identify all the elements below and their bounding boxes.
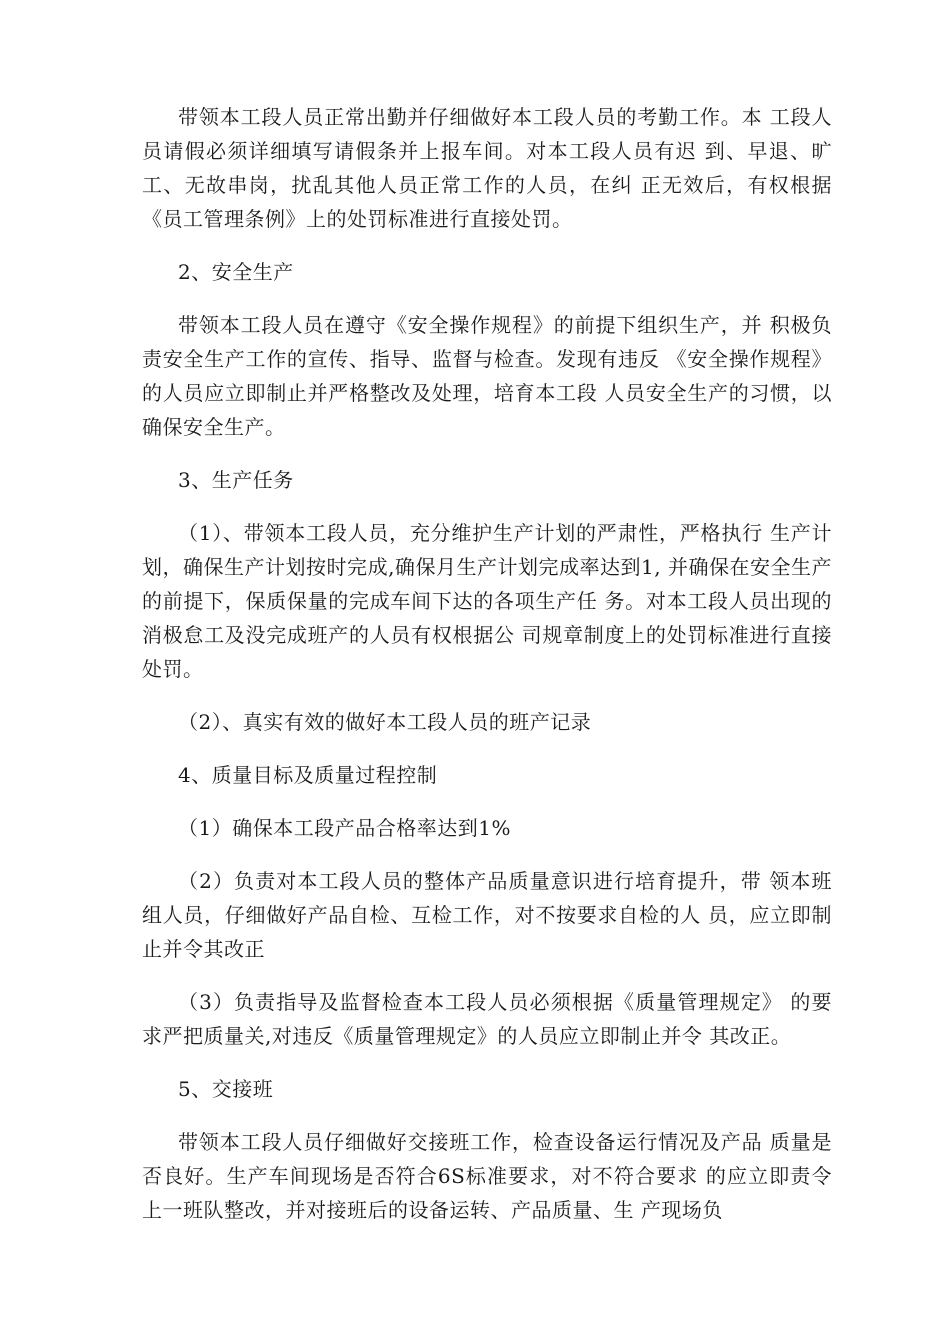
paragraph-attendance: 带领本工段人员正常出勤并仔细做好本工段人员的考勤工作。本 工段人员请假必须详细填写请假条并上报车间。对本工段人员有迟 到、早退、旷工、无故串岗，扰乱其他人员正常工作的人员，在纠 正无效后，有权根据《员工管理条例》上的处罚标准进行直接处罚。 xyxy=(142,105,832,231)
paragraph-safety: 带领本工段人员在遵守《安全操作规程》的前提下组织生产，并 积极负责安全生产工作的宣传、指导、监督与检查。发现有违反 《安全操作规程》的人员应立即制止并严格整改及处理，培育本工段 人员安全生产的习惯，以确保安全生产。 xyxy=(142,313,832,439)
heading-production-task: 3、生产任务 xyxy=(178,468,294,492)
paragraph-handover: 带领本工段人员仔细做好交接班工作，检查设备运行情况及产品 质量是否良好。生产车间现场是否符合6S标准要求，对不符合要求 的应立即责令上一班队整改，并对接班后的设备运转、产品质量、生 产现场负 xyxy=(142,1130,832,1222)
paragraph-production-plan: （1）、带领本工段人员，充分维护生产计划的严肃性，严格执行 生产计划，确保生产计划按时完成,确保月生产计划完成率达到1, 并确保在安全生产的前提下，保质保量的完成车间下达的各项生产任 务。对本工段人员出现的消极怠工及没完成班产的人员有权根据公 司规章制度上的处罚标准进行直接处罚。 xyxy=(142,521,832,681)
document-body xyxy=(142,100,832,1246)
paragraph-quality-supervision: （3）负责指导及监督检查本工段人员必须根据《质量管理规定》 的要求严把质量关,对违反《质量管理规定》的人员应立即制止并令 其改正。 xyxy=(142,990,832,1048)
paragraph-shift-record: （2）、真实有效的做好本工段人员的班产记录 xyxy=(178,710,592,734)
paragraph-quality-rate: （1）确保本工段产品合格率达到1% xyxy=(178,816,511,840)
paragraph-quality-awareness: （2）负责对本工段人员的整体产品质量意识进行培育提升，带 领本班组人员，仔细做好产品自检、互检工作，对不按要求自检的人 员，应立即制止并令其改正 xyxy=(142,869,832,961)
heading-shift-handover: 5、交接班 xyxy=(178,1077,274,1101)
heading-safety-production: 2、安全生产 xyxy=(178,260,294,284)
heading-quality-control: 4、质量目标及质量过程控制 xyxy=(178,763,438,787)
